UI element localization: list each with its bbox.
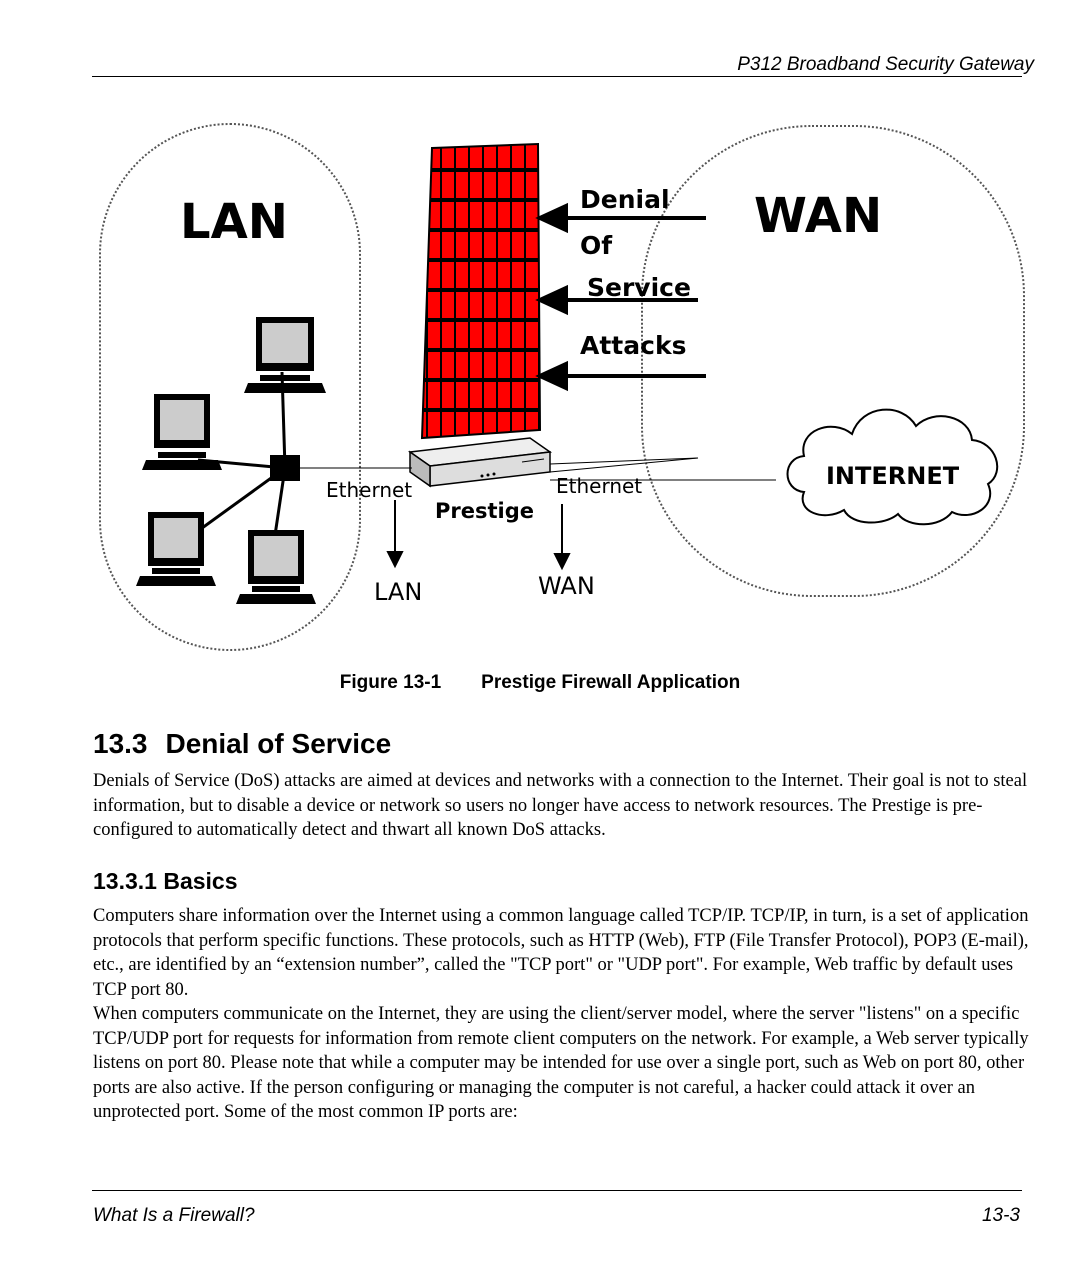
internet-label: INTERNET <box>826 462 960 490</box>
page-number: 13-3 <box>981 1205 1020 1226</box>
prestige-device-icon <box>410 438 550 486</box>
figure-title: Prestige Firewall Application <box>481 672 741 693</box>
basics-paragraph-1: Computers share information over the Internet using a common language called TCP/IP. TCP/IP, in turn, is a set of application protocols that perform specific functions. These protocols, such as HTTP (Web), FTP (File Transfer Protocol), POP3 (E-mail), etc., are identified by an “extension number”, called the "TCP port" or "UDP port". For example, Web traffic by default uses TCP port 80. <box>93 906 1029 1000</box>
ethernet-label-wan: Ethernet <box>556 474 643 498</box>
section-heading <box>93 728 391 760</box>
header-rule <box>92 76 1022 77</box>
wan-port-arrow <box>555 504 569 568</box>
figure-caption <box>0 672 1080 694</box>
firewall-wall <box>422 144 540 438</box>
running-header: P312 Broadband Security Gateway <box>737 54 1034 75</box>
computer-icon <box>244 317 326 393</box>
lan-port-arrow <box>388 500 402 566</box>
firewall-diagram <box>92 112 1042 660</box>
ethernet-label-lan: Ethernet <box>326 478 413 502</box>
prestige-label: Prestige <box>435 499 535 523</box>
wan-port-label: WAN <box>538 572 595 600</box>
computer-icon <box>236 530 316 604</box>
computer-icon <box>136 512 216 586</box>
lan-port-label: LAN <box>374 578 423 606</box>
attack-word-attacks: Attacks <box>580 331 687 360</box>
attack-arrow <box>540 364 706 388</box>
footer-chapter-title: What Is a Firewall? <box>93 1205 255 1226</box>
section-number: 13.3 <box>93 728 148 759</box>
attack-word-of: Of <box>580 231 613 260</box>
wan-zone-label: WAN <box>754 188 883 244</box>
section-paragraph: Denials of Service (DoS) attacks are aimed at devices and networks with a connection to the Internet. Their goal is not to steal information, but to disable a device or network so users no longer have access to network resources. The Prestige is pre-configured to automatically detect and thwart all known DoS attacks. <box>93 771 1028 840</box>
computer-icon <box>142 394 222 470</box>
basics-paragraph-2: When computers communicate on the Internet, they are using the client/server model, where the server "listens" on a specific TCP/UDP port for requests for information from remote client computers on the network. For example, a Web server typically listens on port 80. Please note that while a computer may be intended for use over a single port, such as Web on port 80, other ports are also active. If the person configuring or managing the computer is not careful, a hacker could attack it over an unprotected port. Some of the most common IP ports are: <box>93 1004 1029 1122</box>
section-title: Denial of Service <box>165 728 392 759</box>
figure-number: Figure 13-1 <box>339 672 442 693</box>
attack-word-service: Service <box>587 273 691 302</box>
lan-zone-label: LAN <box>180 194 288 250</box>
footer-rule <box>92 1190 1022 1191</box>
subsection-heading: 13.3.1 Basics <box>93 868 238 894</box>
attack-word-denial: Denial <box>580 185 670 214</box>
